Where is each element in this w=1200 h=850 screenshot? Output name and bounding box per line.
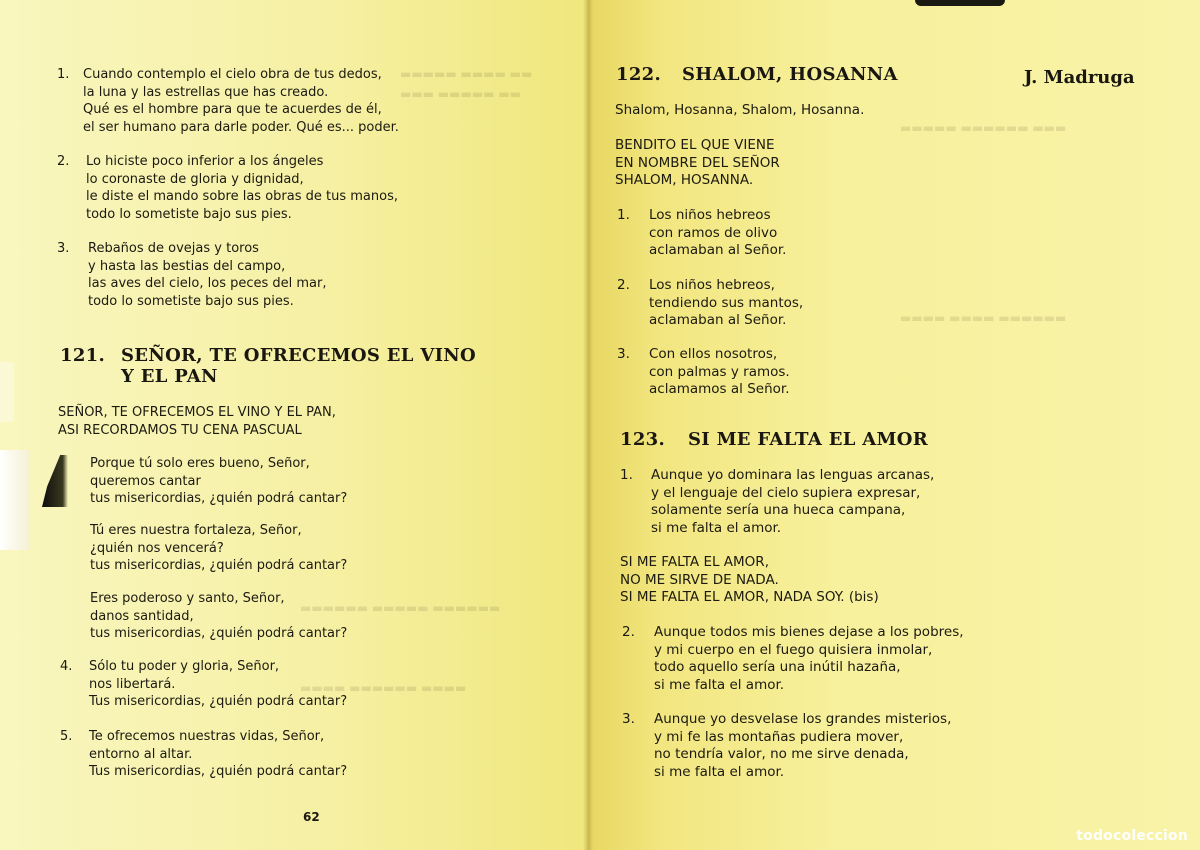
chorus-line: NO ME SIRVE DE NADA. bbox=[620, 571, 779, 588]
song-title-continued: Y EL PAN bbox=[121, 366, 218, 387]
lyric-line: el ser humano para darle poder. Qué es... poder. bbox=[83, 119, 399, 135]
lyric-line: tus misericordias, ¿quién podrá cantar? bbox=[90, 558, 348, 573]
lyric-line: y hasta las bestias del campo, bbox=[88, 258, 286, 274]
chorus-line: SEÑOR, TE OFRECEMOS EL VINO Y EL PAN, bbox=[58, 405, 336, 420]
song-number: 122. bbox=[616, 64, 662, 85]
lyric-line: Aunque yo desvelase los grandes misterios, bbox=[654, 711, 952, 727]
lyric-line: Sólo tu poder y gloria, Señor, bbox=[89, 659, 280, 674]
binding-clip bbox=[915, 0, 1005, 6]
chorus-line: SI ME FALTA EL AMOR, bbox=[620, 554, 769, 570]
song-title: SEÑOR, TE OFRECEMOS EL VINO bbox=[121, 345, 477, 366]
lyric-line: y el lenguaje del cielo supiera expresar, bbox=[651, 484, 921, 501]
stanza-number: 5. bbox=[60, 729, 73, 744]
show-through-text: ▬▬▬▬▬ ▬▬▬▬ ▬▬ bbox=[400, 67, 533, 81]
chorus-line: BENDITO EL QUE VIENE bbox=[615, 137, 775, 153]
page-edge-tab bbox=[0, 362, 14, 422]
lyric-line: la luna y las estrellas que has creado. bbox=[83, 84, 329, 100]
lyric-line: si me falta el amor. bbox=[651, 519, 782, 536]
stanza-number: 4. bbox=[60, 659, 73, 674]
stanza-number: 3. bbox=[622, 711, 635, 727]
lyric-line: lo coronaste de gloria y dignidad, bbox=[86, 171, 304, 187]
stanza-number: 2. bbox=[617, 277, 630, 293]
lyric-line: si me falta el amor. bbox=[654, 676, 785, 693]
lyric-line: nos libertará. bbox=[89, 676, 176, 692]
page-edge-tab bbox=[0, 450, 30, 550]
lyric-line: ¿quién nos vencerá? bbox=[90, 540, 224, 556]
lyric-line: tendiendo sus mantos, bbox=[649, 294, 804, 311]
chorus-line: SI ME FALTA EL AMOR, NADA SOY. (bis) bbox=[620, 589, 879, 605]
lyric-line: Cuando contemplo el cielo obra de tus dedos, bbox=[83, 67, 382, 82]
lyric-line: Rebaños de ovejas y toros bbox=[88, 241, 259, 256]
chorus-line: EN NOMBRE DEL SEÑOR bbox=[615, 154, 780, 171]
stanza-number: 1. bbox=[57, 67, 70, 82]
lyric-line: Shalom, Hosanna, Shalom, Hosanna. bbox=[615, 102, 865, 118]
lyric-line: Lo hiciste poco inferior a los ángeles bbox=[86, 154, 324, 169]
stanza-number: 1. bbox=[620, 467, 633, 483]
lyric-line: y mi fe las montañas pudiera mover, bbox=[654, 728, 904, 745]
lyric-line: queremos cantar bbox=[90, 473, 201, 489]
lyric-line: si me falta el amor. bbox=[654, 763, 785, 780]
lyric-line: entorno al altar. bbox=[89, 746, 193, 762]
lyric-line: aclamamos al Señor. bbox=[649, 381, 790, 397]
song-number: 123. bbox=[620, 429, 666, 450]
lyric-line: Los niños hebreos bbox=[649, 207, 771, 223]
watermark-logo: todocoleccion bbox=[1076, 828, 1188, 844]
lyric-line: todo lo sometiste bajo sus pies. bbox=[88, 293, 294, 309]
lyric-line: con ramos de olivo bbox=[649, 224, 778, 241]
lyric-line: las aves del cielo, los peces del mar, bbox=[88, 276, 327, 291]
lyric-line: solamente sería una hueca campana, bbox=[651, 502, 906, 518]
lyric-line: Los niños hebreos, bbox=[649, 277, 775, 293]
song-title: SHALOM, HOSANNA bbox=[682, 64, 898, 85]
song-title: SI ME FALTA EL AMOR bbox=[688, 429, 928, 450]
lyric-line: todo lo sometiste bajo sus pies. bbox=[86, 206, 292, 222]
lyric-line: Tú eres nuestra fortaleza, Señor, bbox=[90, 523, 302, 538]
show-through-text: ▬▬▬▬▬ ▬▬▬▬▬▬ ▬▬▬ bbox=[900, 121, 1067, 135]
chorus-line: SHALOM, HOSANNA. bbox=[615, 172, 754, 188]
lyric-line: le diste el mando sobre las obras de tus manos, bbox=[86, 189, 398, 204]
lyric-line: todo aquello sería una inútil hazaña, bbox=[654, 659, 901, 675]
lyric-line: danos santidad, bbox=[90, 608, 194, 624]
show-through-text: ▬▬▬▬▬▬ ▬▬▬▬▬ ▬▬▬▬▬▬ bbox=[300, 601, 501, 615]
stanza-number: 2. bbox=[57, 154, 70, 169]
lyric-line: no tendría valor, no me sirve denada, bbox=[654, 746, 909, 762]
show-through-text: ▬▬▬▬ ▬▬▬▬▬▬ ▬▬▬▬ bbox=[300, 681, 467, 695]
lyric-line: Tus misericordias, ¿quién podrá cantar? bbox=[89, 764, 348, 779]
lyric-line: tus misericordias, ¿quién podrá cantar? bbox=[90, 626, 348, 641]
stanza-number: 3. bbox=[57, 241, 70, 256]
lyric-line: con palmas y ramos. bbox=[649, 363, 790, 380]
lyric-line: Aunque todos mis bienes dejase a los pobres, bbox=[654, 624, 964, 640]
lyric-line: Aunque yo dominara las lenguas arcanas, bbox=[651, 467, 935, 483]
lyric-line: tus misericordias, ¿quién podrá cantar? bbox=[90, 491, 348, 506]
lyric-line: Eres poderoso y santo, Señor, bbox=[90, 591, 285, 606]
stanza-number: 3. bbox=[617, 346, 630, 362]
show-through-text: ▬▬▬ ▬▬▬▬▬ ▬▬ bbox=[400, 87, 522, 101]
chorus-line: ASI RECORDAMOS TU CENA PASCUAL bbox=[58, 422, 302, 438]
lyric-line: Qué es el hombre para que te acuerdes de él, bbox=[83, 102, 382, 117]
lyric-line: Tus misericordias, ¿quién podrá cantar? bbox=[89, 694, 348, 709]
lyric-line: Te ofrecemos nuestras vidas, Señor, bbox=[89, 729, 325, 744]
page-number: 62 bbox=[303, 810, 320, 824]
song-number: 121. bbox=[60, 345, 106, 366]
stanza-number: 1. bbox=[617, 207, 630, 223]
lyric-line: aclamaban al Señor. bbox=[649, 312, 787, 328]
lyric-line: aclamaban al Señor. bbox=[649, 242, 787, 258]
song-author: J. Madruga bbox=[1024, 67, 1135, 88]
page-fold bbox=[583, 0, 593, 850]
stanza-number: 2. bbox=[622, 624, 635, 640]
lyric-line: y mi cuerpo en el fuego quisiera inmolar, bbox=[654, 641, 933, 658]
lyric-line: Porque tú solo eres bueno, Señor, bbox=[90, 456, 310, 471]
show-through-text: ▬▬▬▬ ▬▬▬▬ ▬▬▬▬▬▬ bbox=[900, 311, 1067, 325]
lyric-line: Con ellos nosotros, bbox=[649, 346, 778, 362]
